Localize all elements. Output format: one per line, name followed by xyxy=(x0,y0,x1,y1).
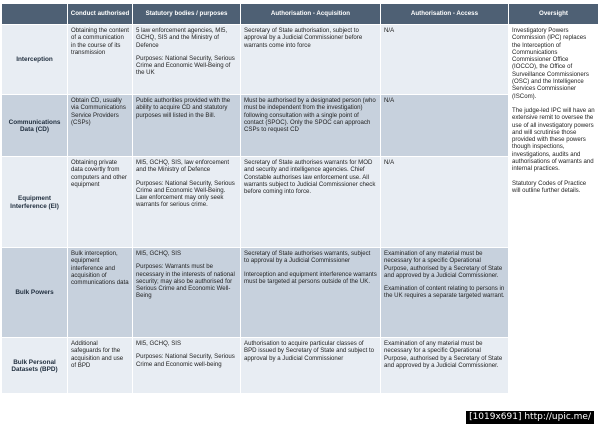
header-oversight: Oversight xyxy=(509,4,599,25)
bodies-paragraph: MI5, GCHQ, SIS, law enforcement and the Ministry of Defence xyxy=(136,159,230,174)
acquisition-paragraph: Interception and equipment interference warrants must be targeted at persons outside of the UK. xyxy=(244,270,377,285)
row-access: N/A xyxy=(381,157,509,248)
row-conduct: Obtain CD, usually via Communications Service Providers (CSPs) xyxy=(68,95,133,157)
row-conduct: Additional safeguards for the acquisition and use of BPD xyxy=(68,338,133,394)
header-access: Authorisation - Access xyxy=(381,4,509,25)
row-power-name: Interception xyxy=(2,25,68,95)
row-conduct: Obtaining the content of a communication in the course of its transmission xyxy=(68,25,133,95)
row-power-name: Bulk Powers xyxy=(2,248,68,338)
row-bodies xyxy=(133,25,241,95)
row-bodies xyxy=(133,248,241,338)
row-acquisition: Authorisation to acquire particular classes of BPD issued by Secretary of State and subject to approval by a Judicial Commissioner xyxy=(241,338,381,394)
bodies-paragraph: MI5, GCHQ, SIS xyxy=(136,250,182,257)
oversight-paragraph: Statutory Codes of Practice will outline further details. xyxy=(512,179,587,194)
row-acquisition: Must be authorised by a designated person (who must be independent from the investigation) following consultation with a single point of contact (SPOC). Only the SPOC can approach CSPs to request CD xyxy=(241,95,381,157)
row-access xyxy=(381,248,509,338)
image-size-caption: [1019x691] http://upic.me/ xyxy=(466,411,594,424)
row-power-name: Equipment Interference (EI) xyxy=(2,157,68,248)
row-acquisition xyxy=(241,248,381,338)
bodies-paragraph: Purposes: National Security, Serious Crime and Economic Well-Being. Law enforcement may only seek warrants for serious crime. xyxy=(136,179,235,209)
row-power-name: Bulk Personal Datasets (BPD) xyxy=(2,338,68,394)
header-row xyxy=(2,4,599,25)
acquisition-paragraph: Secretary of State authorises warrants, subject to approval by a Judicial Commissioner xyxy=(244,250,371,265)
access-paragraph: Examination of any material must be necessary for a specific Operational Purpose, authorised by a Secretary of State and approved by a Judicial Commissioner. xyxy=(384,250,503,279)
bodies-paragraph: MI5, GCHQ, SIS xyxy=(136,340,182,347)
header-bodies: Statutory bodies / purposes xyxy=(133,4,241,25)
table-row xyxy=(2,25,599,95)
row-bodies xyxy=(133,157,241,248)
row-access: N/A xyxy=(381,25,509,95)
bodies-paragraph: 5 law enforcement agencies, MI5, GCHQ, SIS and the Ministry of Defence xyxy=(136,27,228,49)
row-conduct: Bulk interception, equipment interference and acquisition of communications data xyxy=(68,248,133,338)
row-acquisition: Secretary of State authorises warrants for MOD and security and intelligence agencies. Chief Constable authorises law enforcement use. All warrants subject to Judicial Commissioner check before coming into force. xyxy=(241,157,381,248)
oversight-paragraph: Investigatory Powers Commission (IPC) replaces the Interception of Communications Commissioner Office (IOCCO), the Office of Surveillance Commissioners (OSC) and the Intelligence Services Commissioner (ISCom). xyxy=(512,27,589,100)
header-conduct: Conduct authorised xyxy=(68,4,133,25)
row-power-name: Communications Data (CD) xyxy=(2,95,68,157)
bodies-paragraph: Purposes: Warrants must be necessary in the interests of national security; may also be authorised for Serious Crime and Economic Well-Being xyxy=(136,263,235,300)
row-bodies: Public authorities provided with the ability to acquire CD and statutory purposes will listed in the Bill. xyxy=(133,95,241,157)
header-acquisition: Authorisation - Acquisition xyxy=(241,4,381,25)
header-corner xyxy=(2,4,68,25)
bodies-paragraph: Purposes: National Security, Serious Crime and Economic well-being xyxy=(136,353,235,368)
row-access: Examination of any material must be necessary for a specific Operational Purpose, authorised by a Secretary of State and approved by a Judicial Commissioner. xyxy=(381,338,509,394)
row-acquisition: Secretary of State authorisation, subject to approval by a Judicial Commissioner before warrants come into force xyxy=(241,25,381,95)
oversight-cell xyxy=(509,25,599,394)
row-conduct: Obtaining private data covertly from computers and other equipment xyxy=(68,157,133,248)
row-bodies xyxy=(133,338,241,394)
row-access: N/A xyxy=(381,95,509,157)
powers-table xyxy=(1,3,599,394)
bodies-paragraph: Purposes: National Security, Serious Crime and Economic Well-Being of the UK xyxy=(136,54,235,77)
access-paragraph: Examination of content relating to persons in the UK requires a separate targeted warrant. xyxy=(384,285,505,300)
oversight-paragraph: The judge-led IPC will have an extensive remit to oversee the use of all investigatory powers and will scrutinise those provided with these powers though inspections, investigations, audits and authorisations of warrants and internal practices. xyxy=(512,106,595,173)
